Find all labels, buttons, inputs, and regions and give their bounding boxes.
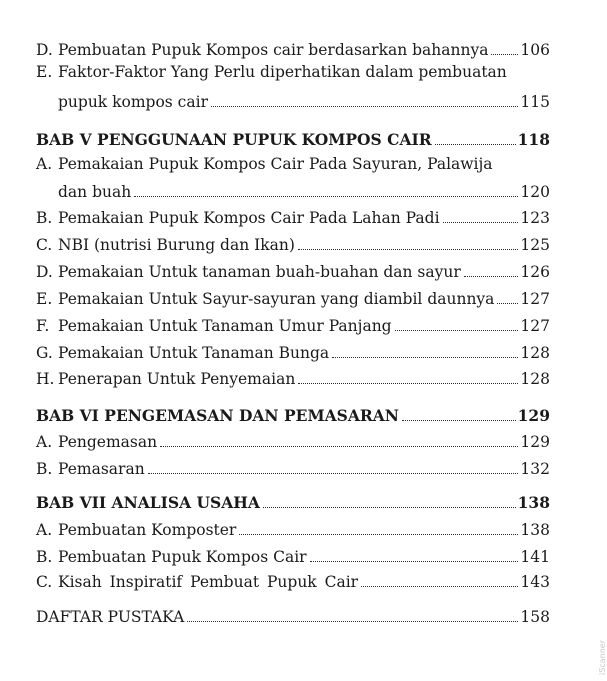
dot-leader [298, 249, 519, 250]
toc-entry-text: Pemakaian Untuk tanaman buah-buahan dan sayur [58, 263, 461, 281]
toc-entry-page: 128 [520, 344, 550, 362]
dot-leader [134, 196, 518, 197]
dot-leader [443, 222, 519, 223]
toc-entry-page: 106 [520, 41, 550, 59]
dot-leader [187, 621, 518, 622]
toc-entry-text: Penerapan Untuk Penyemaian [58, 370, 296, 388]
toc-entry [36, 543, 550, 567]
dot-leader [402, 420, 516, 421]
toc-entry [36, 154, 493, 174]
toc-entry-label: A. [36, 433, 53, 451]
toc-entry-label: D. [36, 263, 53, 281]
toc-entry-text: NBI (nutrisi Burung dan Ikan) [58, 236, 295, 254]
toc-entry [36, 339, 550, 363]
toc-entry [36, 455, 550, 479]
dot-leader [239, 534, 518, 535]
toc-entry-label: E. [36, 63, 53, 81]
dot-leader [148, 473, 519, 474]
toc-entry-text: Pemakaian Pupuk Kompos Cair Pada Lahan Padi [58, 209, 440, 227]
chapter-page: 129 [517, 406, 550, 425]
chapter-heading [36, 402, 550, 426]
toc-entry-page: 128 [520, 370, 550, 388]
toc-entry [36, 231, 550, 255]
toc-entry-text: Kisah Inspiratif Pembuat Pupuk Cair [58, 573, 359, 591]
dot-leader [497, 303, 518, 304]
toc-entry-label: E. [36, 290, 53, 308]
toc-entry-label: B. [36, 548, 53, 566]
toc-entry-text: Pembuatan Pupuk Kompos Cair [58, 548, 307, 566]
toc-entry-label: F. [36, 317, 50, 335]
bibliography-page: 158 [520, 608, 550, 626]
toc-entry [36, 428, 550, 452]
toc-entry-label: C. [36, 573, 53, 591]
scanner-watermark: iScanner [598, 640, 607, 675]
toc-entry-text-continued: pupuk kompos cair [58, 93, 208, 111]
toc-entry [36, 285, 550, 309]
toc-entry [36, 258, 550, 282]
toc-entry-label: H. [36, 370, 55, 388]
toc-entry-label: C. [36, 236, 53, 254]
dot-leader [263, 507, 516, 508]
dot-leader [160, 446, 518, 447]
toc-entry-continuation [58, 178, 550, 202]
toc-entry [36, 62, 507, 82]
toc-entry-label: D. [36, 41, 53, 59]
dot-leader [464, 276, 519, 277]
chapter-page: 138 [517, 493, 550, 512]
toc-entry-text: Pembuatan Pupuk Kompos cair berdasarkan bahannya [58, 41, 489, 59]
toc-entry-text-continued: dan buah [58, 183, 132, 201]
toc-entry-text: Pengemasan [58, 433, 158, 451]
chapter-title: BAB VII ANALISA USAHA [36, 493, 260, 512]
toc-entry-page: 115 [520, 93, 550, 111]
toc-entry-page: 143 [520, 573, 550, 591]
toc-entry-continuation [58, 88, 550, 112]
toc-entry-label: A. [36, 155, 53, 173]
toc-entry-text: Pembuatan Komposter [58, 521, 237, 539]
chapter-title: BAB V PENGGUNAAN PUPUK KOMPOS CAIR [36, 130, 432, 149]
toc-entry-text: Pemasaran [58, 460, 145, 478]
toc-entry-page: 129 [520, 433, 550, 451]
chapter-page: 118 [517, 130, 550, 149]
dot-leader [435, 144, 516, 145]
toc-entry-page: 141 [520, 548, 550, 566]
toc-entry-page: 123 [520, 209, 550, 227]
chapter-heading [36, 489, 550, 513]
toc-entry-label: B. [36, 209, 53, 227]
toc-entry-text: Pemakaian Pupuk Kompos Cair Pada Sayuran, Palawija [58, 155, 493, 173]
dot-leader [310, 561, 519, 562]
toc-entry [36, 365, 550, 389]
toc-entry-page: 126 [520, 263, 550, 281]
bibliography-title: DAFTAR PUSTAKA [36, 608, 185, 626]
dot-leader [395, 330, 519, 331]
toc-entry-text: Pemakaian Untuk Tanaman Bunga [58, 344, 330, 362]
chapter-title: BAB VI PENGEMASAN DAN PEMASARAN [36, 406, 399, 425]
dot-leader [491, 54, 518, 55]
bibliography-entry [36, 603, 550, 627]
dot-leader [361, 586, 518, 587]
toc-entry-text: Pemakaian Untuk Tanaman Umur Panjang [58, 317, 392, 335]
toc-entry-page: 127 [520, 290, 550, 308]
toc-entry-page: 132 [520, 460, 550, 478]
toc-entry-page: 120 [520, 183, 550, 201]
toc-entry-page: 127 [520, 317, 550, 335]
toc-entry-label: B. [36, 460, 53, 478]
toc-entry-text: Pemakaian Untuk Sayur-sayuran yang diambil daunnya [58, 290, 495, 308]
chapter-heading [36, 126, 550, 150]
dot-leader [332, 357, 518, 358]
dot-leader [211, 106, 518, 107]
dot-leader [298, 383, 518, 384]
toc-entry [36, 204, 550, 228]
toc-entry [36, 516, 550, 540]
toc-entry-page: 138 [520, 521, 550, 539]
toc-entry-label: G. [36, 344, 53, 362]
toc-entry [36, 568, 550, 592]
toc-entry-text: Faktor-Faktor Yang Perlu diperhatikan dalam pembuatan [58, 63, 507, 81]
toc-entry [36, 312, 550, 336]
toc-entry-label: A. [36, 521, 53, 539]
toc-entry-page: 125 [520, 236, 550, 254]
toc-entry [36, 36, 550, 60]
